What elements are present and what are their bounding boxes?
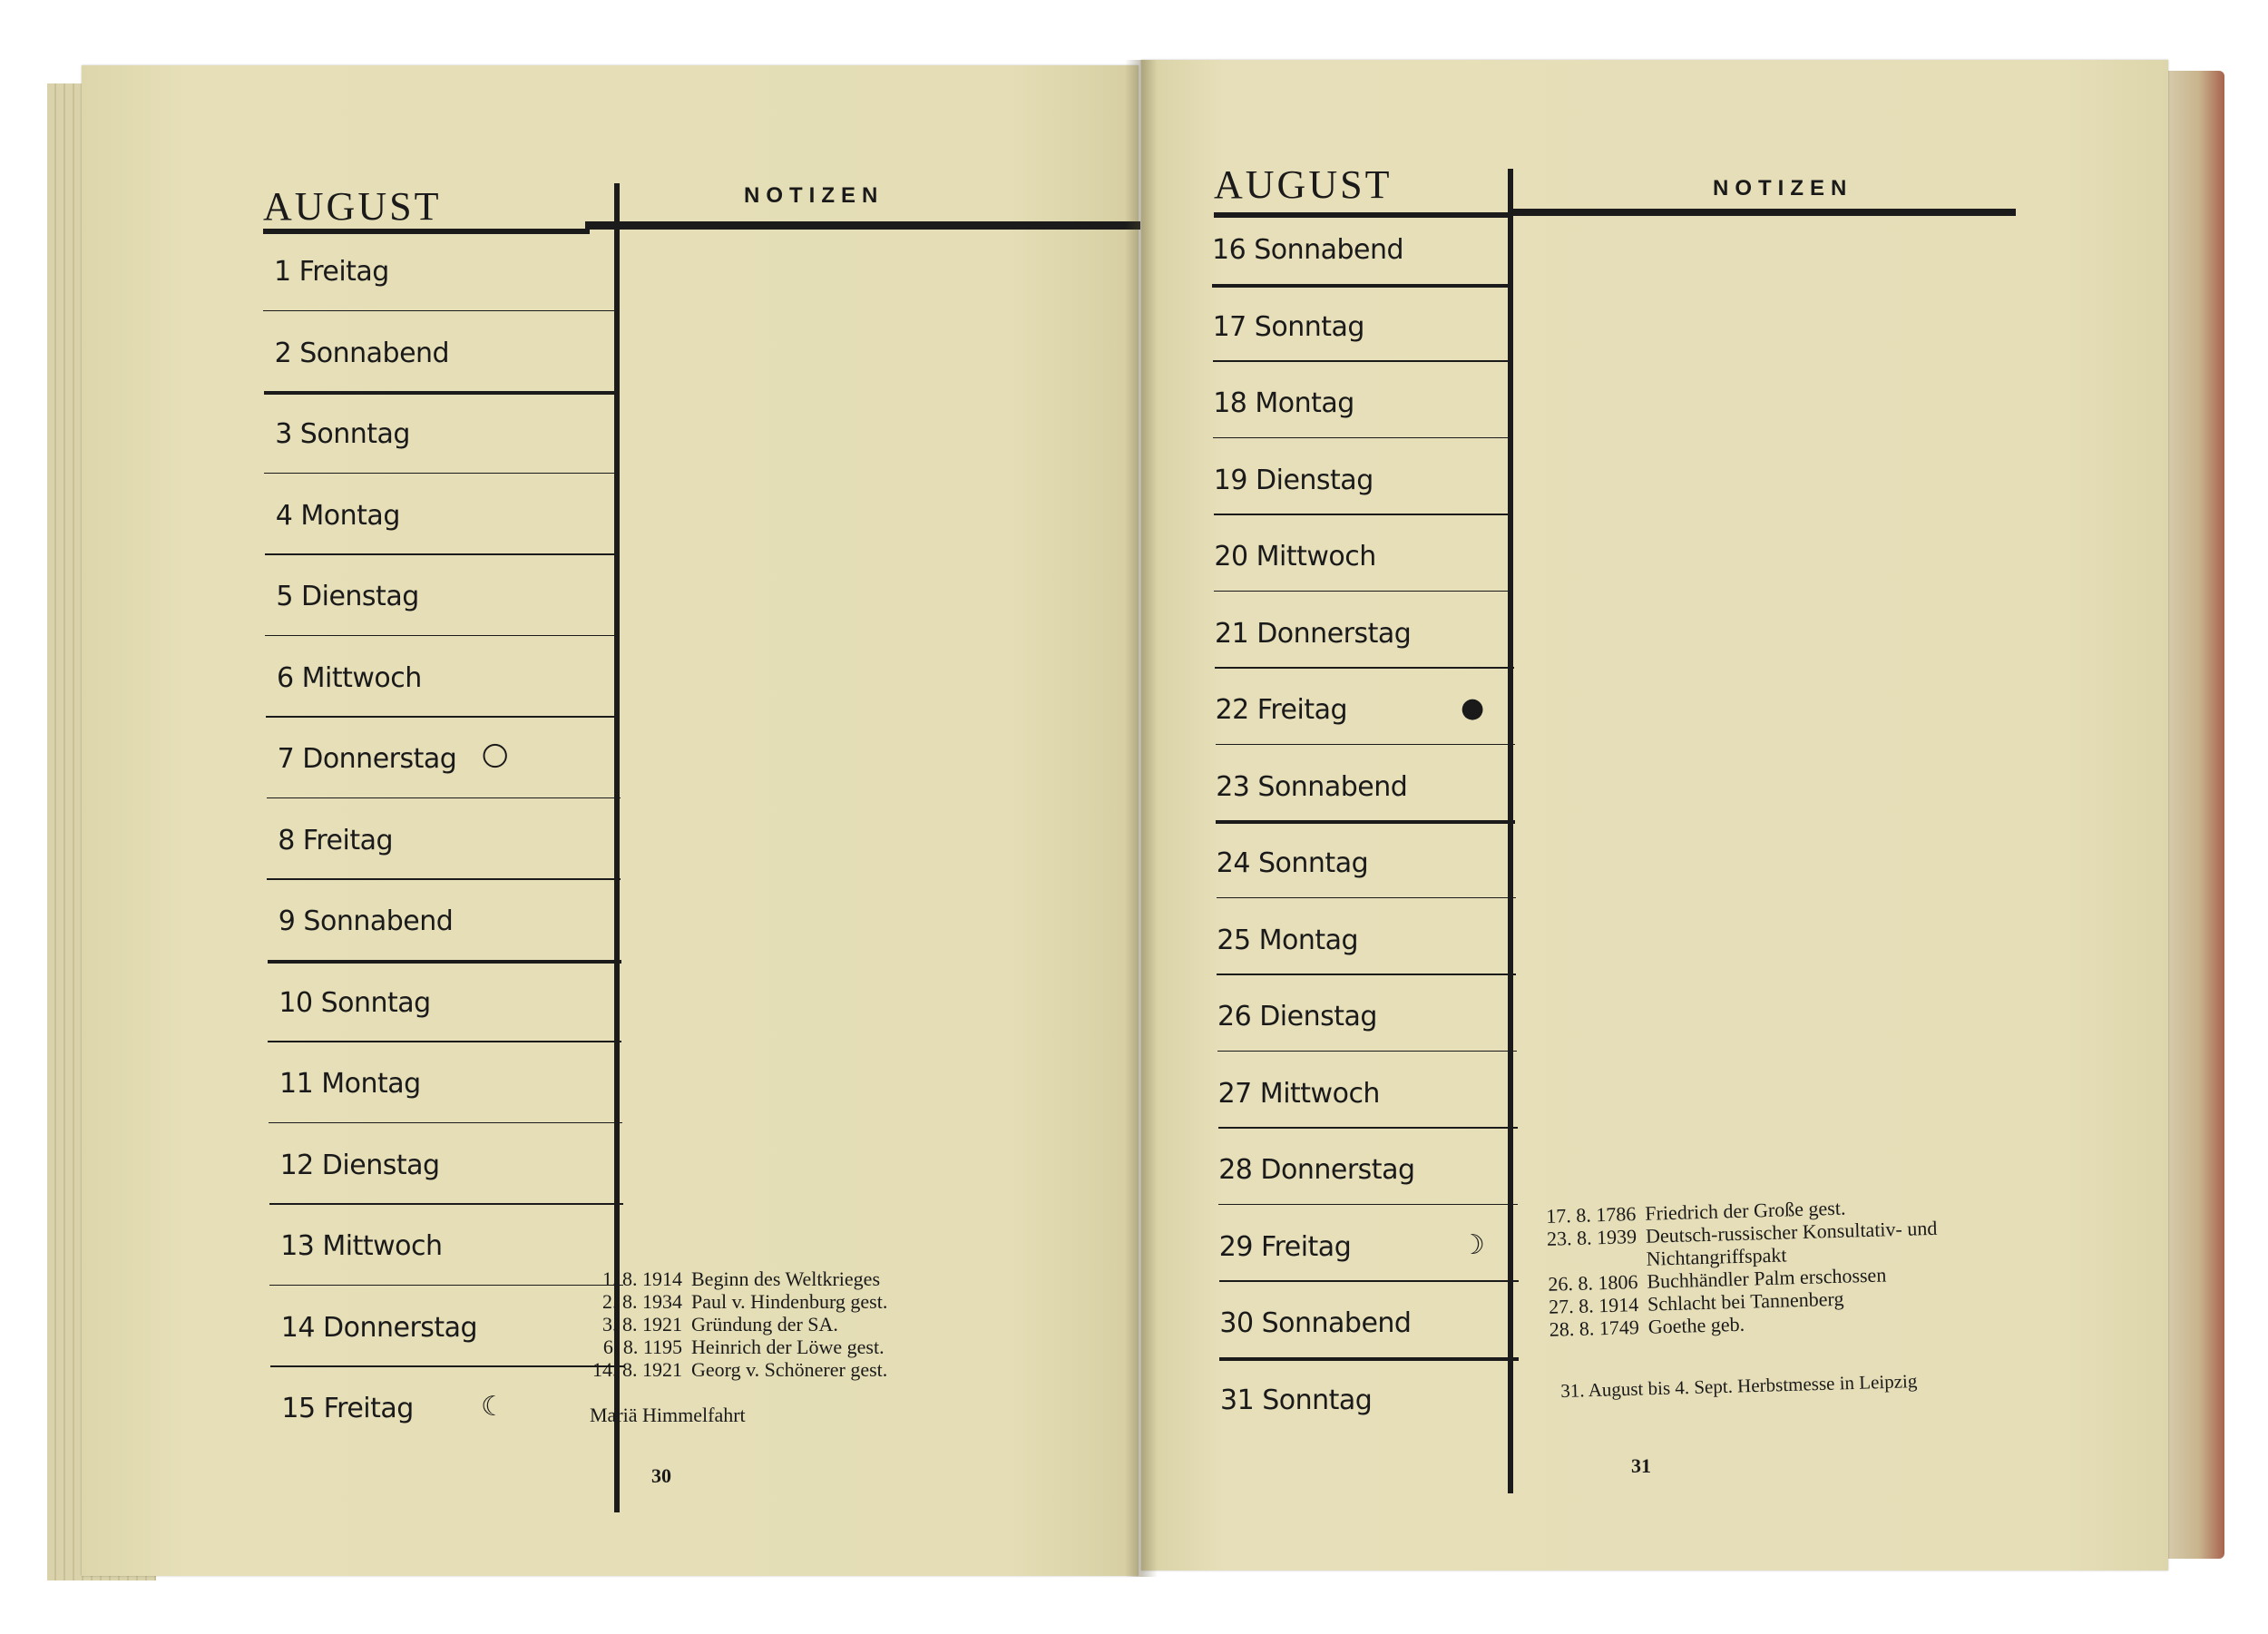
day-label: 8 Freitag	[278, 824, 394, 856]
day-label: 20 Mittwoch	[1214, 541, 1376, 572]
event-list	[1540, 1194, 1940, 1341]
day-label: 16 Sonnabend	[1212, 234, 1404, 266]
day-separator	[1213, 360, 1512, 362]
day-label: 4 Montag	[275, 499, 400, 532]
heading-rule	[1214, 212, 1513, 218]
day-label: 1 Freitag	[274, 256, 389, 288]
day-label: 26 Dienstag	[1217, 1001, 1377, 1032]
day-label: 6 Mittwoch	[277, 661, 422, 694]
day-label: 2 Sonnabend	[274, 337, 450, 369]
day-label: 28 Donnerstag	[1218, 1154, 1415, 1186]
page-number: 31	[1631, 1454, 1651, 1477]
day-separator	[266, 716, 620, 718]
day-separator	[269, 1285, 623, 1287]
day-separator	[1216, 820, 1515, 824]
moon-phase-icon: 🌕	[481, 741, 510, 773]
day-label: 5 Dienstag	[276, 581, 419, 612]
day-label: 22 Freitag	[1215, 694, 1348, 726]
event-list	[587, 1267, 887, 1381]
day-separator	[268, 1041, 621, 1042]
event-line: 14. 8. 1921 Georg v. Schönerer gest.	[592, 1358, 888, 1381]
event-line: 26. 8. 1806 Buchhändler Palm erschossen	[1548, 1263, 1887, 1296]
event-line: 27. 8. 1914 Schlacht bei Tannenberg	[1548, 1287, 1844, 1318]
day-separator	[269, 1122, 622, 1124]
left-page	[82, 65, 1139, 1576]
moon-phase-icon: ☾	[481, 1391, 505, 1423]
day-separator	[267, 878, 621, 880]
day-label: 18 Montag	[1213, 387, 1354, 419]
event-line: 28. 8. 1749 Goethe geb.	[1549, 1312, 1745, 1341]
day-label: 23 Sonnabend	[1216, 770, 1408, 803]
event-line: 6. 8. 1195 Heinrich der Löwe gest.	[602, 1336, 885, 1358]
day-label: 9 Sonnabend	[278, 905, 454, 937]
event-line: 23. 8. 1939 Deutsch-russischer Konsultativ- und	[1546, 1216, 1938, 1250]
right-page	[1141, 60, 2168, 1570]
column-divider	[1508, 169, 1513, 1493]
holiday-note: Mariä Himmelfahrt	[590, 1404, 746, 1426]
month-heading: AUGUST	[263, 184, 442, 229]
event-line: 1. 8. 1914 Beginn des Weltkrieges	[602, 1267, 881, 1290]
day-label: 17 Sonntag	[1212, 310, 1364, 343]
day-label: 11 Montag	[279, 1068, 421, 1100]
day-separator	[265, 635, 619, 637]
day-label: 13 Mittwoch	[280, 1230, 443, 1262]
day-label: 12 Dienstag	[279, 1149, 440, 1181]
day-separator	[1218, 1127, 1518, 1129]
day-separator	[263, 310, 617, 312]
day-label: 3 Sonntag	[275, 418, 410, 450]
day-separator	[1216, 744, 1515, 746]
day-separator	[1217, 897, 1516, 899]
day-label: 27 Mittwoch	[1217, 1077, 1380, 1110]
day-label: 25 Montag	[1217, 924, 1359, 956]
notes-heading: NOTIZEN	[1713, 176, 1853, 201]
fair-note: 31. August bis 4. Sept. Herbstmesse in Leipzig	[1560, 1370, 1918, 1402]
day-separator	[1217, 974, 1516, 975]
book-cover-edge	[2161, 71, 2224, 1559]
day-separator	[1219, 1280, 1519, 1282]
day-separator	[1213, 437, 1512, 439]
day-label: 19 Dienstag	[1213, 464, 1374, 496]
day-separator	[1217, 1051, 1517, 1052]
day-label: 30 Sonnabend	[1219, 1307, 1412, 1339]
day-separator	[1212, 284, 1511, 288]
moon-phase-icon: ●	[1461, 692, 1485, 724]
event-line: Nichtangriffspakt	[1646, 1243, 1787, 1270]
day-separator	[269, 1203, 623, 1205]
day-separator	[265, 553, 619, 555]
day-label: 24 Sonntag	[1216, 847, 1369, 879]
event-line: 17. 8. 1786 Friedrich der Große gest.	[1545, 1196, 1846, 1228]
moon-phase-icon: ☽	[1461, 1228, 1485, 1261]
day-separator	[264, 473, 618, 475]
day-separator	[264, 391, 618, 395]
day-label: 31 Sonntag	[1220, 1384, 1373, 1416]
day-separator	[268, 960, 621, 964]
notes-heading-rule	[585, 221, 1140, 230]
heading-rule	[263, 229, 590, 234]
notes-heading-rule	[1508, 209, 2016, 216]
day-separator	[1215, 667, 1514, 669]
day-label: 21 Donnerstag	[1215, 617, 1412, 650]
day-label: 7 Donnerstag	[277, 743, 457, 775]
day-separator	[1214, 591, 1513, 592]
day-label: 29 Freitag	[1218, 1230, 1352, 1263]
event-line: 2. 8. 1934 Paul v. Hindenburg gest.	[602, 1290, 888, 1313]
page-number: 30	[651, 1464, 671, 1487]
day-separator	[1219, 1357, 1519, 1361]
day-separator	[267, 797, 621, 799]
day-label: 14 Donnerstag	[280, 1311, 478, 1344]
day-separator	[1218, 1204, 1518, 1206]
notes-heading: NOTIZEN	[744, 183, 885, 208]
day-separator	[270, 1365, 624, 1367]
day-label: 10 Sonntag	[279, 986, 431, 1019]
event-line: 3. 8. 1921 Gründung der SA.	[602, 1313, 838, 1336]
month-heading: AUGUST	[1214, 162, 1393, 207]
day-label: 15 Freitag	[281, 1393, 414, 1424]
day-separator	[1214, 514, 1513, 515]
book-gutter	[1125, 60, 1158, 1577]
